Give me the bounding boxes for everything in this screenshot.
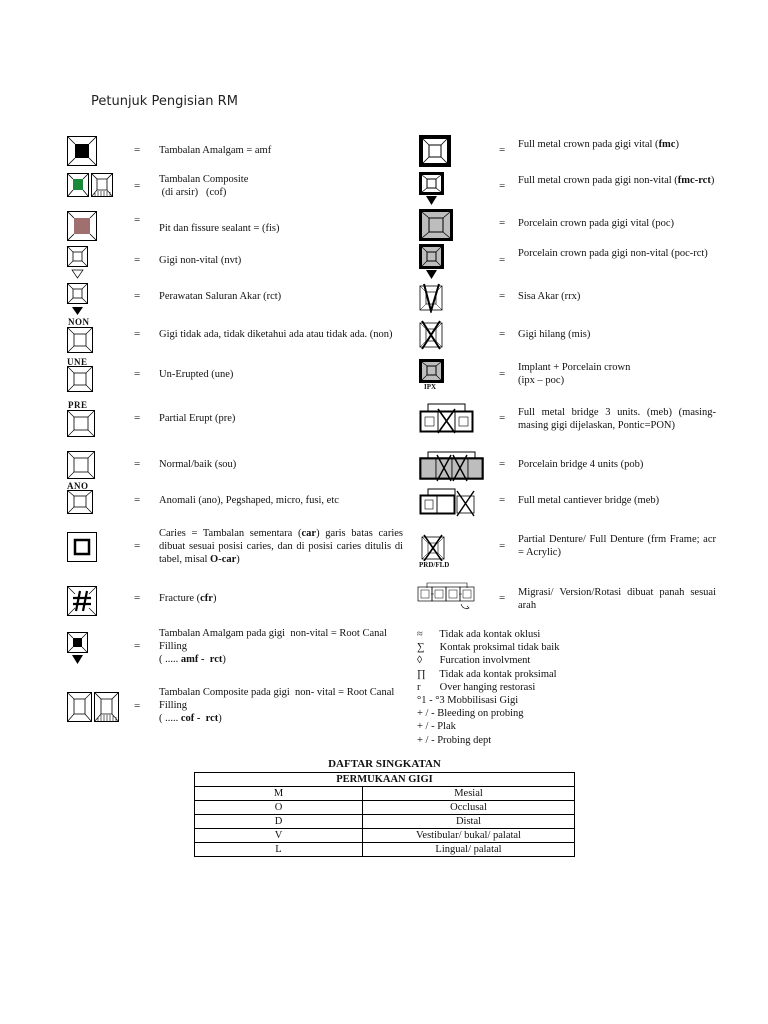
legend-item [417, 654, 530, 667]
sealant-desc: Pit dan fissure sealant = (fis) [159, 223, 280, 234]
table-row [195, 843, 575, 857]
porcelain-bridge-desc: Porcelain bridge 4 units (pob) [518, 459, 644, 470]
equals-sign: = [134, 180, 141, 192]
legend-text: °1 - °3 Mobbilisasi Gigi [417, 695, 519, 706]
amalgam-tooth-icon [67, 136, 97, 166]
abbr-code: D [195, 815, 363, 829]
equals-sign: = [134, 592, 141, 604]
equals-sign: = [134, 412, 141, 424]
equals-sign: = [134, 254, 141, 266]
legend-text: Furcation involvment [437, 655, 531, 667]
metal-bridge-3-icon [419, 402, 475, 434]
abbreviations-title: DAFTAR SINGKATAN [328, 758, 441, 770]
une-tag-label: UNE [67, 357, 88, 367]
abbr-code: V [195, 829, 363, 843]
fmc-rct-desc: Full metal crown pada gigi non-vital (fmc-rct) [518, 175, 715, 186]
root-canal-tooth-icon [67, 283, 91, 317]
gigi-hilang-desc: Gigi hilang (mis) [518, 329, 591, 340]
un-erupted-tooth-icon [67, 366, 93, 392]
abbr-code: O [195, 801, 363, 815]
ano-tag-label: ANO [67, 481, 89, 491]
legend-symbol: ◊ [417, 655, 423, 667]
migrasi-icon [417, 582, 477, 612]
legend-text: Tidak ada kontak proksimal [437, 668, 557, 680]
full-metal-crown-rct-icon [419, 172, 445, 206]
abbr-meaning: Vestibular/ bukal/ palatal [363, 829, 575, 843]
un-erupted-desc: Un-Erupted (une) [159, 369, 234, 380]
sisa-akar-desc: Sisa Akar (rrx) [518, 291, 581, 302]
amalgam-desc: Tambalan Amalgam = amf [159, 145, 272, 156]
abbreviations-table [194, 772, 575, 857]
sisa-akar-icon [419, 283, 445, 313]
root-canal-desc: Perawatan Saluran Akar (rct) [159, 291, 282, 302]
legend-item [417, 641, 559, 654]
table-row [195, 801, 575, 815]
table-row [195, 815, 575, 829]
equals-sign: = [134, 328, 141, 340]
legend-item [417, 681, 535, 694]
bridge-3-desc: Full metal bridge 3 units. (meb) (masing-masing gigi dijelaskan, Pontic=PON) [518, 407, 716, 431]
equals-sign: = [134, 144, 141, 156]
fmc-desc: Full metal crown pada gigi vital (fmc) [518, 139, 679, 150]
legend-item [417, 734, 491, 747]
fracture-desc: Fracture (cfr) [159, 593, 217, 604]
normal-desc: Normal/baik (sou) [159, 459, 237, 470]
equals-sign: = [134, 700, 141, 712]
amalgam-rcf-desc: Tambalan Amalgam pada gigi non-vital = Root Canal Filling ( ..... amf - rct) [159, 628, 387, 665]
equals-sign: = [499, 592, 506, 604]
implant-desc: Implant + Porcelain crown (ipx – poc) [518, 362, 631, 386]
missing-tooth-icon [67, 327, 93, 353]
legend-item [417, 720, 456, 733]
non-tag-label: NON [68, 317, 90, 327]
equals-sign: = [134, 540, 141, 552]
abbr-meaning: Mesial [363, 787, 575, 801]
ipx-tag-label: IPX [424, 383, 437, 391]
abbr-code: M [195, 787, 363, 801]
gigi-hilang-icon [419, 320, 445, 350]
composite-rcf-desc: Tambalan Composite pada gigi non- vital = Root Canal Filling ( ..... cof - rct) [159, 687, 395, 724]
legend-text: + / - Bleeding on probing [417, 708, 524, 720]
legend-text: Over hanging restorasi [437, 681, 536, 693]
missing-desc: Gigi tidak ada, tidak diketahui ada atau tidak ada. (non) [159, 329, 393, 340]
fracture-tooth-icon [67, 586, 97, 616]
legend-text: Kontak proksimal tidak baik [437, 642, 560, 654]
equals-sign: = [134, 214, 141, 226]
implant-icon [419, 359, 445, 383]
amalgam-rcf-tooth-icon [67, 632, 91, 666]
non-vital-desc: Gigi non-vital (nvt) [159, 255, 242, 266]
poc-desc: Porcelain crown pada gigi vital (poc) [518, 218, 674, 229]
fissure-sealant-tooth-icon [67, 211, 97, 241]
equals-sign: = [134, 494, 141, 506]
denture-icon [419, 533, 449, 561]
page-title: Petunjuk Pengisian RM [91, 94, 238, 109]
caries-desc: Caries = Tambalan sementara (car) garis batas caries dibuat sesuai posisi caries, dan di posisi caries ditulis di tabel, misal O-car) [159, 528, 403, 565]
partial-erupt-desc: Partial Erupt (pre) [159, 413, 236, 424]
equals-sign: = [499, 180, 506, 192]
equals-sign: = [499, 412, 506, 424]
full-metal-crown-icon [419, 135, 451, 167]
equals-sign: = [499, 458, 506, 470]
abbr-meaning: Distal [363, 815, 575, 829]
composite-tooth-icon [67, 173, 113, 197]
denture-desc: Partial Denture/ Full Denture (frm Frame; acr = Acrylic) [518, 534, 716, 558]
equals-sign: = [499, 290, 506, 302]
legend-item [417, 707, 524, 720]
table-header: PERMUKAAN GIGI [195, 773, 575, 787]
equals-sign: = [499, 144, 506, 156]
table-row [195, 787, 575, 801]
legend-symbol: ∑ [417, 642, 425, 654]
legend-text: + / - Probing dept [417, 734, 492, 746]
equals-sign: = [499, 254, 506, 266]
anomali-tooth-icon [67, 490, 93, 514]
composite-desc: Tambalan Composite (di arsir) (cof) [159, 174, 249, 198]
abbr-meaning: Lingual/ palatal [363, 843, 575, 857]
abbr-meaning: Occlusal [363, 801, 575, 815]
poc-rct-desc: Porcelain crown pada gigi non-vital (poc-rct) [518, 248, 708, 259]
pre-tag-label: PRE [68, 400, 88, 410]
legend-item [417, 668, 557, 681]
migrasi-desc: Migrasi/ Version/Rotasi dibuat panah sesuai arah [518, 587, 716, 611]
equals-sign: = [134, 368, 141, 380]
prd-fld-tag-label: PRD/FLD [419, 561, 450, 569]
anomali-desc: Anomali (ano), Pegshaped, micro, fusi, etc [159, 495, 339, 506]
equals-sign: = [499, 540, 506, 552]
legend-symbol: ≈ [417, 629, 423, 640]
legend-text: + / - Plak [417, 721, 456, 733]
equals-sign: = [499, 494, 506, 506]
composite-rcf-tooth-icon [67, 692, 119, 722]
equals-sign: = [134, 458, 141, 470]
porcelain-crown-icon [419, 209, 453, 241]
equals-sign: = [134, 290, 141, 302]
legend-item [417, 694, 518, 707]
equals-sign: = [134, 640, 141, 652]
abbr-code: L [195, 843, 363, 857]
legend-symbol: r [417, 681, 421, 693]
partial-erupt-tooth-icon [67, 410, 95, 437]
equals-sign: = [499, 368, 506, 380]
cantilever-desc: Full metal cantiever bridge (meb) [518, 495, 660, 506]
non-vital-tooth-icon [67, 246, 91, 280]
cantilever-bridge-icon [419, 487, 475, 517]
porcelain-crown-rct-icon [419, 244, 445, 280]
legend-text: Tidak ada kontak oklusi [437, 629, 541, 640]
equals-sign: = [499, 217, 506, 229]
legend-item [417, 628, 540, 641]
table-row [195, 829, 575, 843]
caries-tooth-icon [67, 532, 97, 562]
porcelain-bridge-4-icon [419, 450, 485, 482]
legend-symbol: ∏ [417, 668, 426, 680]
normal-tooth-icon [67, 451, 95, 479]
equals-sign: = [499, 328, 506, 340]
